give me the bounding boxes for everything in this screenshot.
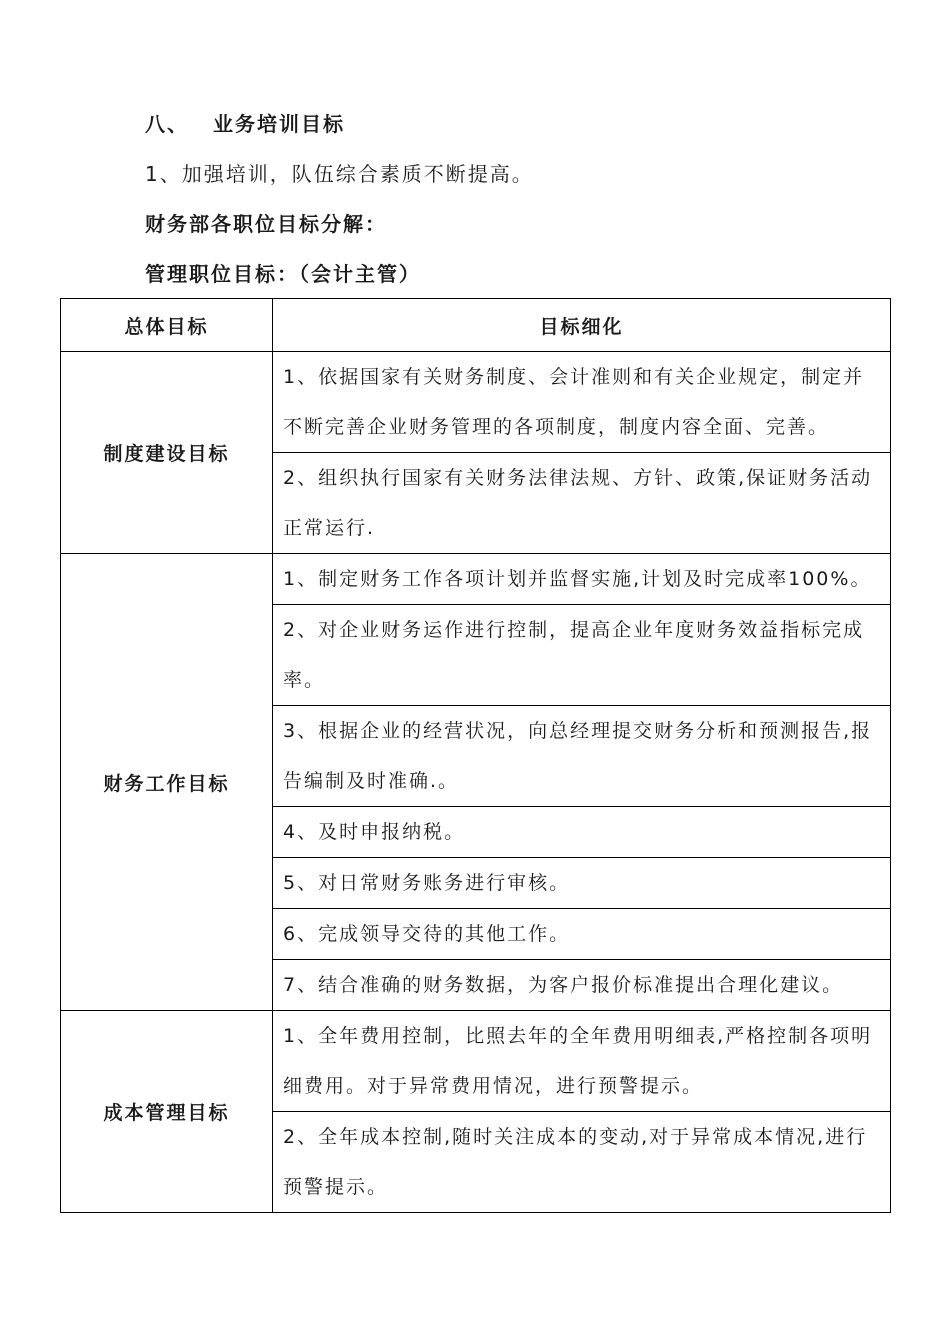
detail-cell: 2、全年成本控制,随时关注成本的变动,对于异常成本情况,进行预警提示。	[273, 1112, 891, 1213]
detail-cell: 3、根据企业的经营状况，向总经理提交财务分析和预测报告,报告编制及时准确.。	[273, 706, 891, 807]
detail-cell: 4、及时申报纳税。	[273, 807, 891, 858]
header-goal-detail: 目标细化	[273, 299, 891, 352]
subheading: 财务部各职位目标分解：	[145, 212, 387, 236]
detail-cell: 2、组织执行国家有关财务法律法规、方针、政策,保证财务活动正常运行.	[273, 453, 891, 554]
table-row	[61, 352, 891, 453]
detail-cell: 5、对日常财务账务进行审核。	[273, 858, 891, 909]
detail-cell: 7、结合准确的财务数据，为客户报价标准提出合理化建议。	[273, 960, 891, 1011]
header-overall-goal: 总体目标	[61, 299, 273, 352]
category-cell: 成本管理目标	[61, 1011, 273, 1213]
table-row	[61, 1011, 891, 1112]
detail-cell: 1、全年费用控制，比照去年的全年费用明细表,严格控制各项明细费用。对于异常费用情况，进行预警提示。	[273, 1011, 891, 1112]
section-heading	[145, 108, 345, 137]
section-number: 八、	[145, 112, 189, 136]
table-row	[61, 554, 891, 605]
category-cell: 财务工作目标	[61, 554, 273, 1011]
section-title: 业务培训目标	[213, 112, 345, 136]
detail-cell: 1、制定财务工作各项计划并监督实施,计划及时完成率100%。	[273, 554, 891, 605]
point-1: 1、加强培训，队伍综合素质不断提高。	[145, 162, 534, 186]
position-title: 管理职位目标：（会计主管）	[145, 262, 421, 286]
detail-cell: 2、对企业财务运作进行控制，提高企业年度财务效益指标完成率。	[273, 605, 891, 706]
detail-cell: 6、完成领导交待的其他工作。	[273, 909, 891, 960]
table-header-row	[61, 299, 891, 352]
category-cell: 制度建设目标	[61, 352, 273, 554]
goals-table	[60, 298, 891, 1213]
detail-cell: 1、依据国家有关财务制度、会计准则和有关企业规定，制定并不断完善企业财务管理的各项制度，制度内容全面、完善。	[273, 352, 891, 453]
